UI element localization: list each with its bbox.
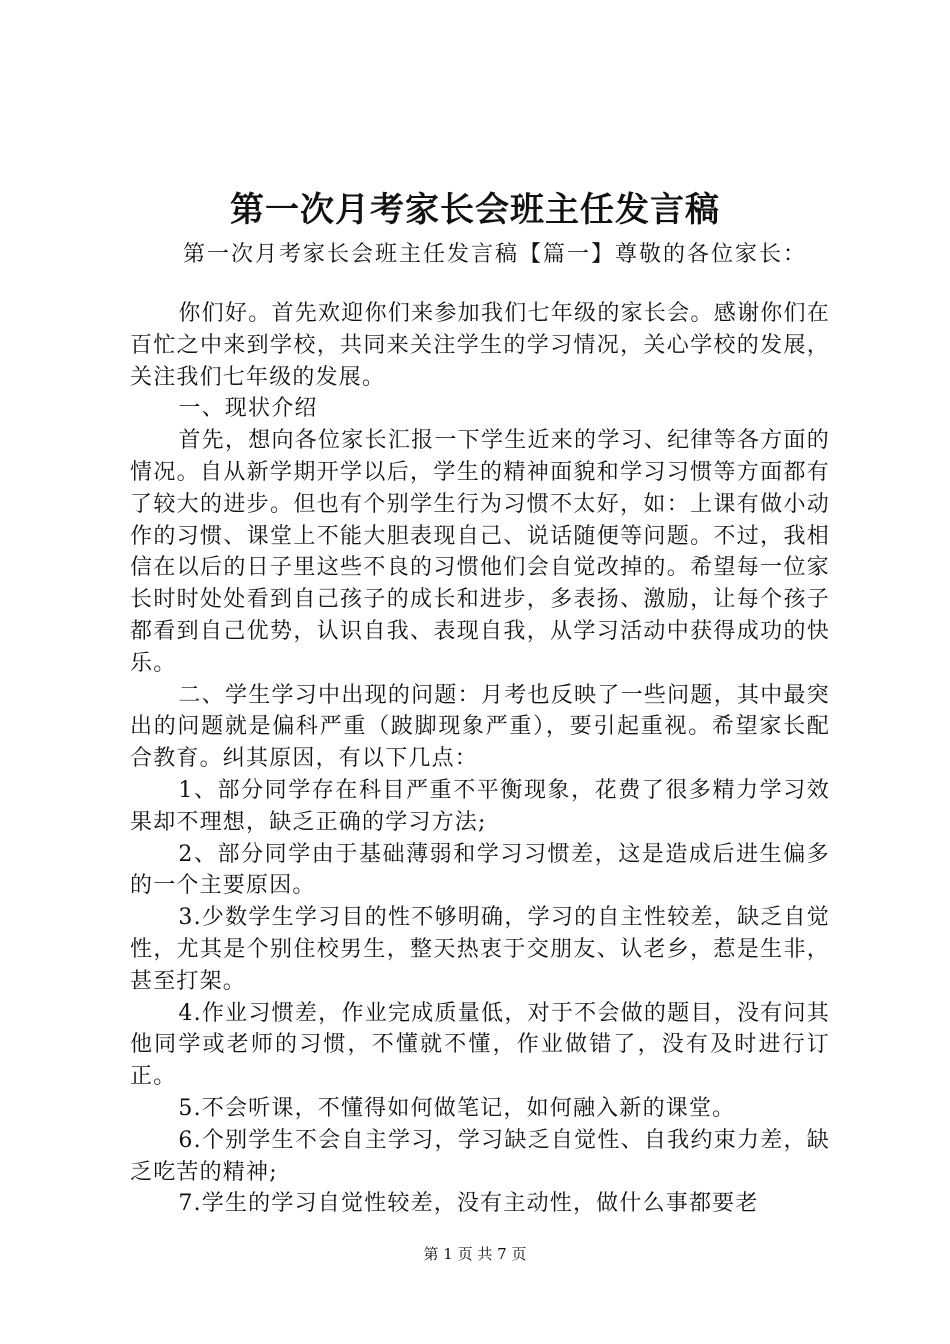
paragraph-greeting: 你们好。首先欢迎你们来参加我们七年级的家长会。感谢你们在百忙之中来到学校，共同来关注学生的学习情况，关心学校的发展，关注我们七年级的发展。 — [130, 301, 830, 390]
paragraph-status: 首先，想向各位家长汇报一下学生近来的学习、纪律等各方面的情况。自从新学期开学以后，学生的精神面貌和学习习惯等方面都有了较大的进步。但也有个别学生行为习惯不太好，如：上课有做小动作的习惯、课堂上不能大胆表现自己、说话随便等问题。不过，我相信在以后的日子里这些不良的习惯他们会自觉改掉的。希望每一位家长时时处处看到自己孩子的成长和进步，多表扬、激励，让每个孩子都看到自己优势，认识自我、表现自我，从学习活动中获得成功的快乐。 — [130, 428, 830, 676]
document-subtitle: 第一次月考家长会班主任发言稿【篇一】尊敬的各位家长： — [183, 242, 808, 267]
list-item-problem-1: 1、部分同学存在科目严重不平衡现象，花费了很多精力学习效果却不理想，缺乏正确的学习方法; — [130, 777, 830, 835]
list-item-problem-6: 6.个别学生不会自主学习，学习缺乏自觉性、自我约束力差，缺乏吃苦的精神; — [130, 1127, 830, 1185]
section-heading-status: 一、现状介绍 — [178, 396, 318, 422]
document-body — [130, 298, 830, 1220]
list-item-problem-2: 2、部分同学由于基础薄弱和学习习惯差，这是造成后进生偏多的一个主要原因。 — [130, 841, 830, 899]
paragraph-problems-intro: 二、学生学习中出现的问题：月考也反映了一些问题，其中最突出的问题就是偏科严重（跛脚现象严重），要引起重视。希望家长配合教育。纠其原因，有以下几点： — [130, 682, 830, 772]
page-footer: 第 1 页 共 7 页 — [423, 1245, 527, 1263]
list-item-problem-5: 5.不会听课，不懂得如何做笔记，如何融入新的课堂。 — [178, 1095, 736, 1121]
list-item-problem-3: 3.少数学生学习目的性不够明确，学习的自主性较差，缺乏自觉性，尤其是个别住校男生，整天热衷于交朋友、认老乡，惹是生非，甚至打架。 — [130, 905, 830, 994]
list-item-problem-7: 7.学生的学习自觉性较差，没有主动性，做什么事都要老 — [178, 1191, 759, 1217]
list-item-problem-4: 4.作业习惯差，作业完成质量低，对于不会做的题目，没有问其他同学或老师的习惯，不懂就不懂，作业做错了，没有及时进行订正。 — [130, 1000, 830, 1090]
document-title: 第一次月考家长会班主任发言稿 — [230, 190, 720, 230]
